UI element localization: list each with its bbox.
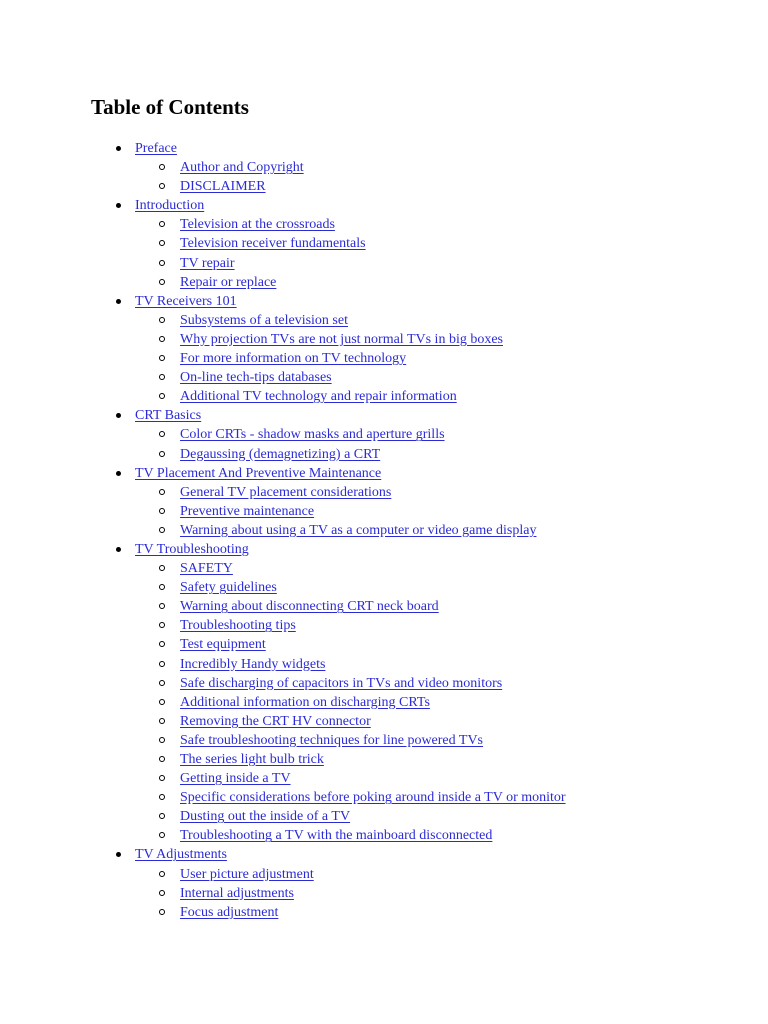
toc-subsection-item [0,635,566,654]
toc-link-troubleshooting-tips[interactable]: Troubleshooting tips [180,618,296,634]
bullet-circle-icon [159,221,165,227]
toc-link-safety[interactable]: SAFETY [180,561,233,577]
bullet-circle-icon [159,508,165,514]
toc-link-television-receiver-fundamentals[interactable]: Television receiver fundamentals [180,236,366,252]
bullet-disc-icon [116,413,121,418]
bullet-circle-icon [159,909,165,915]
bullet-circle-icon [159,431,165,437]
toc-section-row [0,845,566,864]
bullet-circle-icon [159,336,165,342]
bullet-circle-icon [159,489,165,495]
toc-subsection-list [0,425,566,463]
bullet-circle-icon [159,183,165,189]
bullet-circle-icon [159,718,165,724]
toc-link-additional-tv-technology-and-repair-information[interactable]: Additional TV technology and repair information [180,389,457,405]
bullet-circle-icon [159,871,165,877]
bullet-circle-icon [159,680,165,686]
toc-link-test-equipment[interactable]: Test equipment [180,637,266,653]
toc-link-on-line-tech-tips-databases[interactable]: On-line tech-tips databases [180,370,332,386]
bullet-circle-icon [159,756,165,762]
toc-link-crt-basics[interactable]: CRT Basics [135,408,202,424]
toc-subsection-list [0,158,566,196]
toc-link-tv-adjustments[interactable]: TV Adjustments [135,847,227,863]
toc-link-the-series-light-bulb-trick[interactable]: The series light bulb trick [180,752,324,767]
bullet-circle-icon [159,355,165,361]
bullet-circle-icon [159,260,165,266]
bullet-circle-icon [159,775,165,781]
toc-subsection-item [0,368,566,387]
bullet-circle-icon [159,622,165,628]
toc-subsection-list [0,215,566,291]
toc-subsection-item [0,693,566,712]
toc-subsection-item [0,655,566,674]
toc-section-row [0,196,566,215]
toc-link-tv-troubleshooting[interactable]: TV Troubleshooting [135,541,249,557]
toc-link-specific-considerations-before-poking-around-inside-a-tv-or-monitor[interactable]: Specific considerations before poking around inside a TV or monitor [180,790,566,806]
toc-subsection-item [0,788,566,807]
toc-link-troubleshooting-a-tv-with-the-mainboard-disconnected[interactable]: Troubleshooting a TV with the mainboard disconnected [180,828,493,844]
bullet-circle-icon [159,832,165,838]
bullet-circle-icon [159,890,165,896]
toc-subsection-list [0,311,566,406]
toc-subsection-item [0,903,566,922]
bullet-circle-icon [159,164,165,170]
toc-link-repair-or-replace[interactable]: Repair or replace [180,274,277,290]
toc-subsection-item [0,177,566,196]
toc-link-general-tv-placement-considerations[interactable]: General TV placement considerations [180,484,392,500]
toc-subsection-item [0,559,566,578]
toc-subsection-item [0,445,566,464]
toc-section-row [0,292,566,311]
toc-link-color-crts-shadow-masks-and-aperture-grills[interactable]: Color CRTs - shadow masks and aperture grills [180,427,445,443]
toc-link-safe-discharging-of-capacitors-in-tvs-and-video-monitors[interactable]: Safe discharging of capacitors in TVs and video monitors [180,675,503,691]
bullet-circle-icon [159,240,165,246]
bullet-circle-icon [159,393,165,399]
toc-link-warning-about-disconnecting-crt-neck-board[interactable]: Warning about disconnecting CRT neck board [180,599,439,615]
toc-section-row [0,406,566,425]
bullet-disc-icon [116,852,121,857]
bullet-circle-icon [159,374,165,380]
toc-section-row [0,540,566,559]
bullet-circle-icon [159,317,165,323]
toc-subsection-item [0,502,566,521]
toc-link-removing-the-crt-hv-connector[interactable]: Removing the CRT HV connector [180,713,371,729]
toc-link-author-and-copyright[interactable]: Author and Copyright [180,160,304,176]
bullet-disc-icon [116,299,121,304]
toc-link-disclaimer[interactable]: DISCLAIMER [180,179,266,195]
toc-link-warning-about-using-a-tv-as-a-computer-or-video-game-display[interactable]: Warning about using a TV as a computer or video game display [180,522,537,538]
toc-subsection-list [0,559,566,845]
toc-subsection-list [0,483,566,540]
toc-link-safe-troubleshooting-techniques-for-line-powered-tvs[interactable]: Safe troubleshooting techniques for line powered TVs [180,732,484,748]
toc-link-dusting-out-the-inside-of-a-tv[interactable]: Dusting out the inside of a TV [180,809,351,825]
toc-section-crt-basics [0,406,566,463]
toc-link-tv-receivers-101[interactable]: TV Receivers 101 [135,293,237,309]
toc-subsection-item [0,731,566,750]
toc-subsection-item [0,750,566,769]
bullet-disc-icon [116,471,121,476]
toc-link-degaussing-demagnetizing-a-crt[interactable]: Degaussing (demagnetizing) a CRT [180,446,381,462]
bullet-circle-icon [159,603,165,609]
toc-link-preventive-maintenance[interactable]: Preventive maintenance [180,503,315,519]
bullet-disc-icon [116,146,121,151]
bullet-circle-icon [159,451,165,457]
toc-subsection-item [0,215,566,234]
toc-link-for-more-information-on-tv-technology[interactable]: For more information on TV technology [180,351,407,367]
toc-link-user-picture-adjustment[interactable]: User picture adjustment [180,866,314,882]
toc-link-incredibly-handy-widgets[interactable]: Incredibly Handy widgets [180,656,326,672]
bullet-circle-icon [159,737,165,743]
toc-subsection-list [0,865,566,922]
toc-subsection-item [0,311,566,330]
toc-subsection-item [0,674,566,693]
toc-link-internal-adjustments[interactable]: Internal adjustments [180,885,294,901]
toc-subsection-item [0,483,566,502]
toc-link-television-at-the-crossroads[interactable]: Television at the crossroads [180,217,335,233]
bullet-circle-icon [159,794,165,800]
toc-section-introduction [0,196,566,291]
bullet-circle-icon [159,699,165,705]
toc-section-tv-receivers-101 [0,292,566,407]
toc-link-tv-placement-and-preventive-maintenance[interactable]: TV Placement And Preventive Maintenance [135,465,382,481]
toc-link-tv-repair[interactable]: TV repair [180,255,235,271]
page-title: Table of Contents [91,95,249,119]
toc-link-preface[interactable]: Preface [135,141,177,156]
toc-subsection-item [0,234,566,253]
toc-subsection-item [0,254,566,273]
toc-subsection-item [0,769,566,788]
bullet-circle-icon [159,813,165,819]
bullet-disc-icon [116,203,121,208]
toc-link-safety-guidelines[interactable]: Safety guidelines [180,580,277,596]
toc-subsection-item [0,807,566,826]
table-of-contents [0,139,566,922]
toc-subsection-item [0,521,566,540]
bullet-circle-icon [159,527,165,533]
toc-subsection-item [0,712,566,731]
toc-link-additional-information-on-discharging-crts[interactable]: Additional information on discharging CRTs [180,694,430,710]
bullet-circle-icon [159,584,165,590]
toc-subsection-item [0,158,566,177]
toc-subsection-item [0,826,566,845]
toc-subsection-item [0,349,566,368]
bullet-disc-icon [116,547,121,552]
toc-section-row [0,464,566,483]
toc-subsection-item [0,578,566,597]
toc-link-subsystems-of-a-television-set[interactable]: Subsystems of a television set [180,312,348,328]
toc-subsection-item [0,387,566,406]
toc-section-tv-troubleshooting [0,540,566,846]
toc-link-getting-inside-a-tv[interactable]: Getting inside a TV [180,771,291,787]
toc-subsection-item [0,616,566,635]
bullet-circle-icon [159,565,165,571]
toc-link-introduction[interactable]: Introduction [135,198,205,214]
bullet-circle-icon [159,279,165,285]
toc-subsection-item [0,865,566,884]
toc-subsection-item [0,330,566,349]
bullet-circle-icon [159,641,165,647]
toc-link-why-projection-tvs-are-not-just-normal-tvs-in-big-boxes[interactable]: Why projection TVs are not just normal TVs in big boxes [180,331,503,347]
toc-section-tv-adjustments [0,845,566,921]
toc-section-tv-placement-and-preventive-maintenance [0,464,566,540]
bullet-circle-icon [159,661,165,667]
toc-subsection-item [0,425,566,444]
toc-subsection-item [0,884,566,903]
toc-section-preface [0,139,566,196]
toc-subsection-item [0,597,566,616]
toc-subsection-item [0,273,566,292]
toc-link-focus-adjustment[interactable]: Focus adjustment [180,904,279,920]
toc-section-row [0,139,566,158]
